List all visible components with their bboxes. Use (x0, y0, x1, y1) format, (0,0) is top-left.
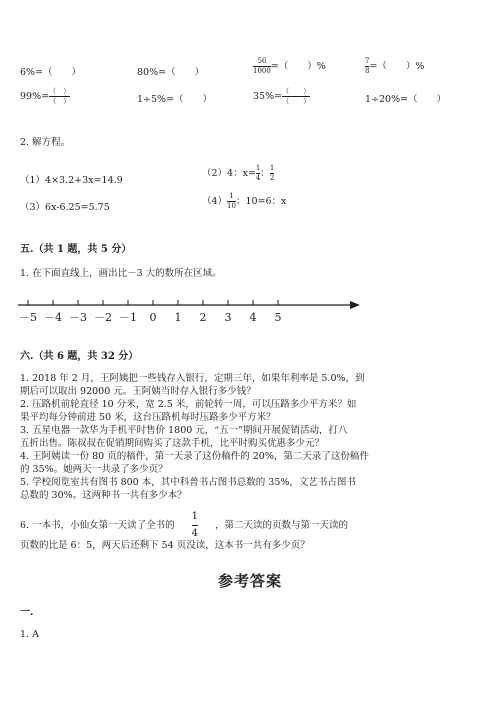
numerator: 1 (269, 164, 275, 172)
conv-pre: 35%= (253, 91, 283, 102)
denominator: （ ） (282, 97, 311, 105)
numerator: 1 (255, 164, 261, 172)
section-5-heading: 五.（共 1 题，共 5 分） (20, 244, 132, 255)
fraction (227, 193, 236, 210)
number-line-tick-label: －2 (94, 311, 112, 324)
conv-item-6: 1÷5%=（ ） (137, 94, 213, 105)
equations-title: 2. 解方程。 (20, 137, 71, 148)
eq-ratio-colon: ： (260, 168, 270, 179)
fraction (270, 165, 274, 182)
conv-item-3 (253, 58, 326, 75)
number-line-tick-label: 1 (174, 311, 182, 324)
q6-text-pre: 6. 一本书，小仙女第一天读了全书的 (20, 520, 175, 531)
q4-line-1: 4. 王阿姨读一份 80 页的稿件，第一天录了这份稿件的 20%，第二天录了这份稿件 (20, 451, 369, 462)
answer-1: 1. A (20, 629, 39, 640)
conv-rest: =（ ）% (369, 61, 425, 72)
numerator: 7 (365, 57, 370, 65)
conv-item-5 (20, 88, 70, 105)
equation-2 (202, 165, 274, 182)
number-line-tick-label: 0 (149, 311, 157, 324)
q3-line-1: 3. 五星电器一款华为手机平时售价 1800 元，“五一”期间开展促销活动，打八 (20, 425, 348, 436)
number-line-tick-label: 5 (274, 311, 282, 324)
conv-pre: 99%= (20, 91, 50, 102)
q2-line-1: 2. 压路机前轮直径 10 分米，宽 2.5 米，前轮转一周，可以压路多少平方米？如 (20, 399, 357, 410)
numerator: 1 (191, 511, 198, 522)
number-line-tick-label: －4 (44, 311, 62, 324)
fraction (253, 58, 271, 75)
conv-item-8: 1÷20%=（ ） (365, 94, 447, 105)
number-line-tick-label: －1 (119, 311, 137, 324)
number-line (14, 296, 364, 332)
numerator: 1 (229, 192, 234, 200)
denominator: 8 (365, 67, 370, 75)
numerator: 56 (257, 57, 267, 65)
equation-3: （3）6x-6.25=5.75 (20, 202, 110, 213)
numerator: （ ） (282, 87, 311, 95)
denominator: 4 (255, 174, 261, 182)
number-line-tick-label: 4 (249, 311, 257, 324)
conv-item-4 (365, 58, 424, 75)
answers-part-1: 一. (20, 607, 34, 618)
q6-line-1 (20, 512, 348, 539)
number-line-tick-label: －3 (69, 311, 87, 324)
q6-text-post: ，第二天读的页数与第一天读的 (215, 520, 349, 531)
denominator: 1000 (253, 67, 271, 75)
denominator: 4 (191, 528, 198, 539)
eq-rest: ：10=6：x (235, 196, 287, 207)
number-line-tick-label: －5 (19, 311, 37, 324)
numerator: （ ） (49, 87, 71, 95)
eq-pre: （4） (202, 196, 228, 207)
eq-pre: （2）4：x= (202, 168, 256, 179)
q1-line-2: 期后可以取出 92000 元。王阿姨当时存入银行多少钱？ (20, 386, 256, 397)
conv-item-7 (253, 88, 310, 105)
fraction (282, 88, 310, 105)
number-line-tick-label: 2 (199, 311, 207, 324)
q5-line-1: 5. 学校阅览室共有图书 800 本，其中科普书占图书总数的 35%，文艺书占图书 (20, 477, 356, 488)
fraction (192, 512, 198, 539)
conv-item-2: 80%=（ ） (137, 67, 205, 78)
denominator: （ ） (49, 97, 71, 105)
equation-4 (202, 193, 286, 210)
q6-line-2: 页数的比是 6：5，两天后还剩下 54 页没读，这本书一共有多少页？ (20, 540, 310, 551)
conv-item-1: 6%=（ ） (20, 67, 82, 78)
denominator: 2 (269, 174, 275, 182)
section-6-heading: 六.（共 6 题，共 32 分） (20, 351, 139, 362)
conv-rest: =（ ）% (270, 61, 326, 72)
arrow-head-icon (350, 301, 360, 309)
q5-line-2: 总数的 30%。这两种书一共有多少本？ (20, 490, 187, 501)
q4-line-2: 的 35%。她两天一共录了多少页？ (20, 464, 168, 475)
equation-1: （1）4×3.2+3x=14.9 (20, 175, 123, 186)
number-line-tick-label: 3 (224, 311, 232, 324)
answers-title: 参考答案 (217, 572, 282, 590)
q1-line-1: 1. 2018 年 2 月，王阿姨把一些钱存入银行，定期三年，如果年利率是 5.0%，到 (20, 373, 365, 384)
q3-line-2: 五折出售。陈叔叔在促销期间购买了这款手机，比平时购买优惠多少元？ (20, 438, 325, 449)
fraction (49, 88, 70, 105)
q2-line-2: 果平均每分钟前进 50 米，这台压路机每时压路多少平方米？ (20, 412, 276, 423)
section-5-question: 1. 在下面直线上，画出比－3 大的数所在区域。 (20, 268, 222, 279)
denominator: 10 (227, 202, 236, 210)
